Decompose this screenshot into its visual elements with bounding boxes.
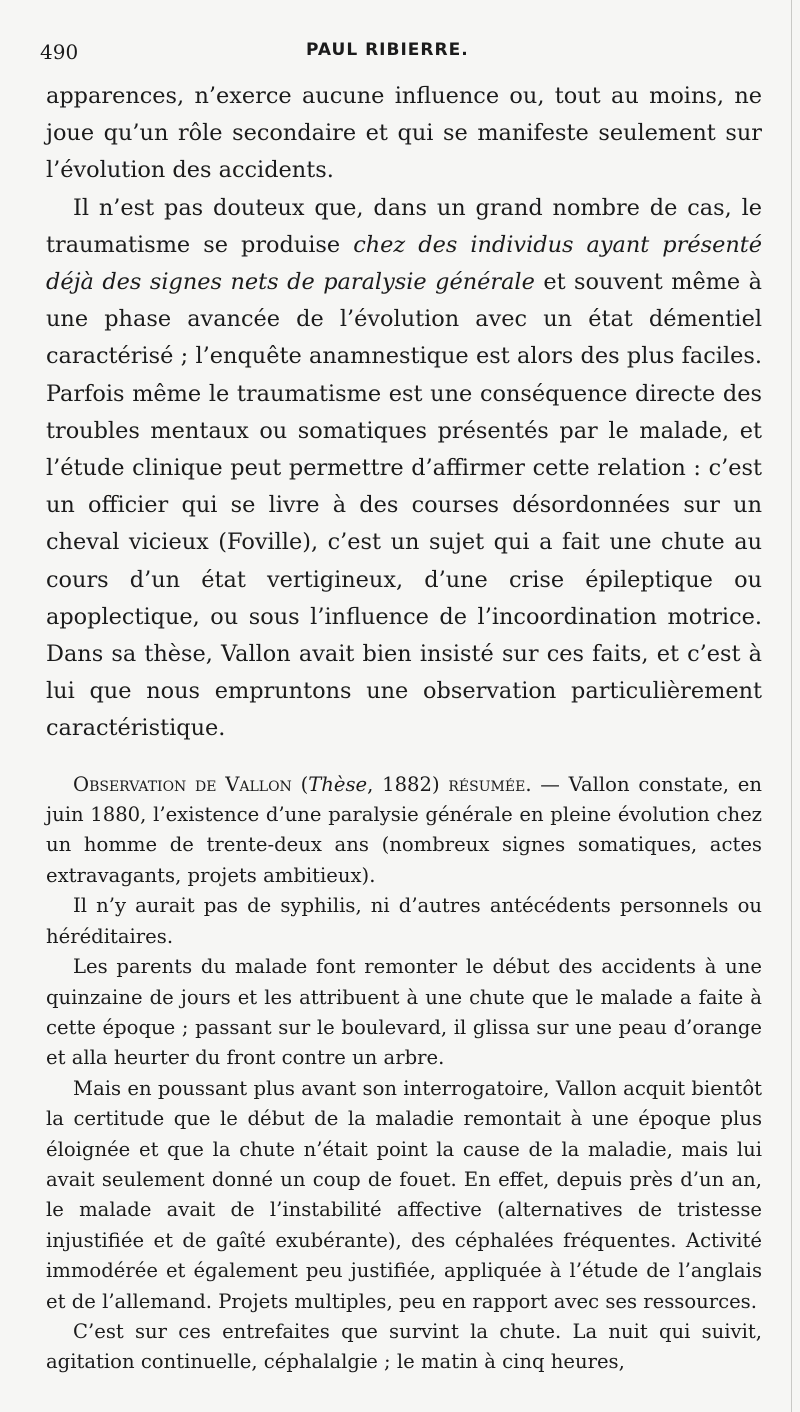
page-number: 490: [40, 40, 79, 64]
paragraph-text: Il n’est pas douteux que, dans un grand nombre de cas, le traumatisme se produise: [46, 194, 762, 258]
observation-intro: — Vallon constate, en juin 1880, l’existence d’une paralysie générale en pleine évolution chez un homme de trente-deux ans (nombreux signes somatiques, actes extravagants, projets ambitieux).: [46, 772, 762, 887]
running-head: [40, 32, 762, 72]
observation-paragraph: Mais en poussant plus avant son interrogatoire, Vallon acquit bientôt la certitude que le début de la maladie remontait à une époque plus éloignée et que la chute n’était point la cause de la maladie, mais lui avait seulement donné un coup de fouet. En effet, depuis près d’un an, le malade avait de l’instabilité affective (alternatives de tristesse injustifiée et de gaîté exubérante), des céphalées fréquentes. Activité immodérée et également peu justifiée, appliquée à l’étude de l’anglais et de l’allemand. Projets multiples, peu en rapport avec ses ressources.: [46, 1076, 762, 1313]
observation-heading-paragraph: [46, 770, 762, 892]
observation-paragraph: Il n’y aurait pas de syphilis, ni d’autres antécédents personnels ou héréditaires.: [46, 894, 762, 948]
resume-label: résumée.: [448, 772, 532, 796]
scan-edge-line: [791, 0, 792, 1412]
observation-heading: Observation de Vallon: [73, 772, 292, 796]
observation-paragraph: C’est sur ces entrefaites que survint la chute. La nuit qui suivit, agitation continuelle, céphalalgie ; le matin à cinq heures,: [46, 1319, 762, 1374]
running-title: PAUL RIBIERRE.: [306, 40, 469, 60]
italic-emphasis: chez des individus ayant présenté déjà des signes nets de paralysie générale: [46, 231, 763, 296]
main-text: [46, 78, 762, 748]
paragraph-text: et souvent même à une phase avancée de l’évolution avec un état démentiel caractérisé ; l’enquête anamnestique est alors des plus faciles. Parfois même le traumatisme est une conséquence directe des troubles mentaux ou somatiques présentés par le malade, et l’étude clinique peut permettre d’affirmer cette relation : c’est un officier qui se livre à des courses désordonnées sur un cheval vicieux (Foville), c’est un sujet qui a fait une chute au cours d’un état vertigineux, d’une crise épileptique ou apoplectique, ou sous l’influence de l’incoordination motrice. Dans sa thèse, Vallon avait bien insisté sur ces faits, et c’est à lui que nous empruntons une observation particulièrement caractéristique.: [46, 269, 762, 742]
observation-block: [46, 770, 762, 1378]
observation-paragraph: Les parents du malade font remonter le début des accidents à une quinzaine de jours et les attribuent à une chute que le malade a faite à cette époque ; passant sur le boulevard, il glissa sur une peau d’orange et alla heurter du front contre un arbre.: [46, 955, 762, 1070]
citation-rest: , 1882): [367, 772, 440, 796]
paragraph-continued: apparences, n’exerce aucune influence ou, tout au moins, ne joue qu’un rôle secondaire et qui se manifeste seulement sur l’évolution des accidents.: [46, 83, 762, 184]
citation-title: Thèse: [308, 772, 368, 796]
paragraph-traumatisme: [46, 190, 762, 748]
citation-open: (: [300, 772, 309, 796]
